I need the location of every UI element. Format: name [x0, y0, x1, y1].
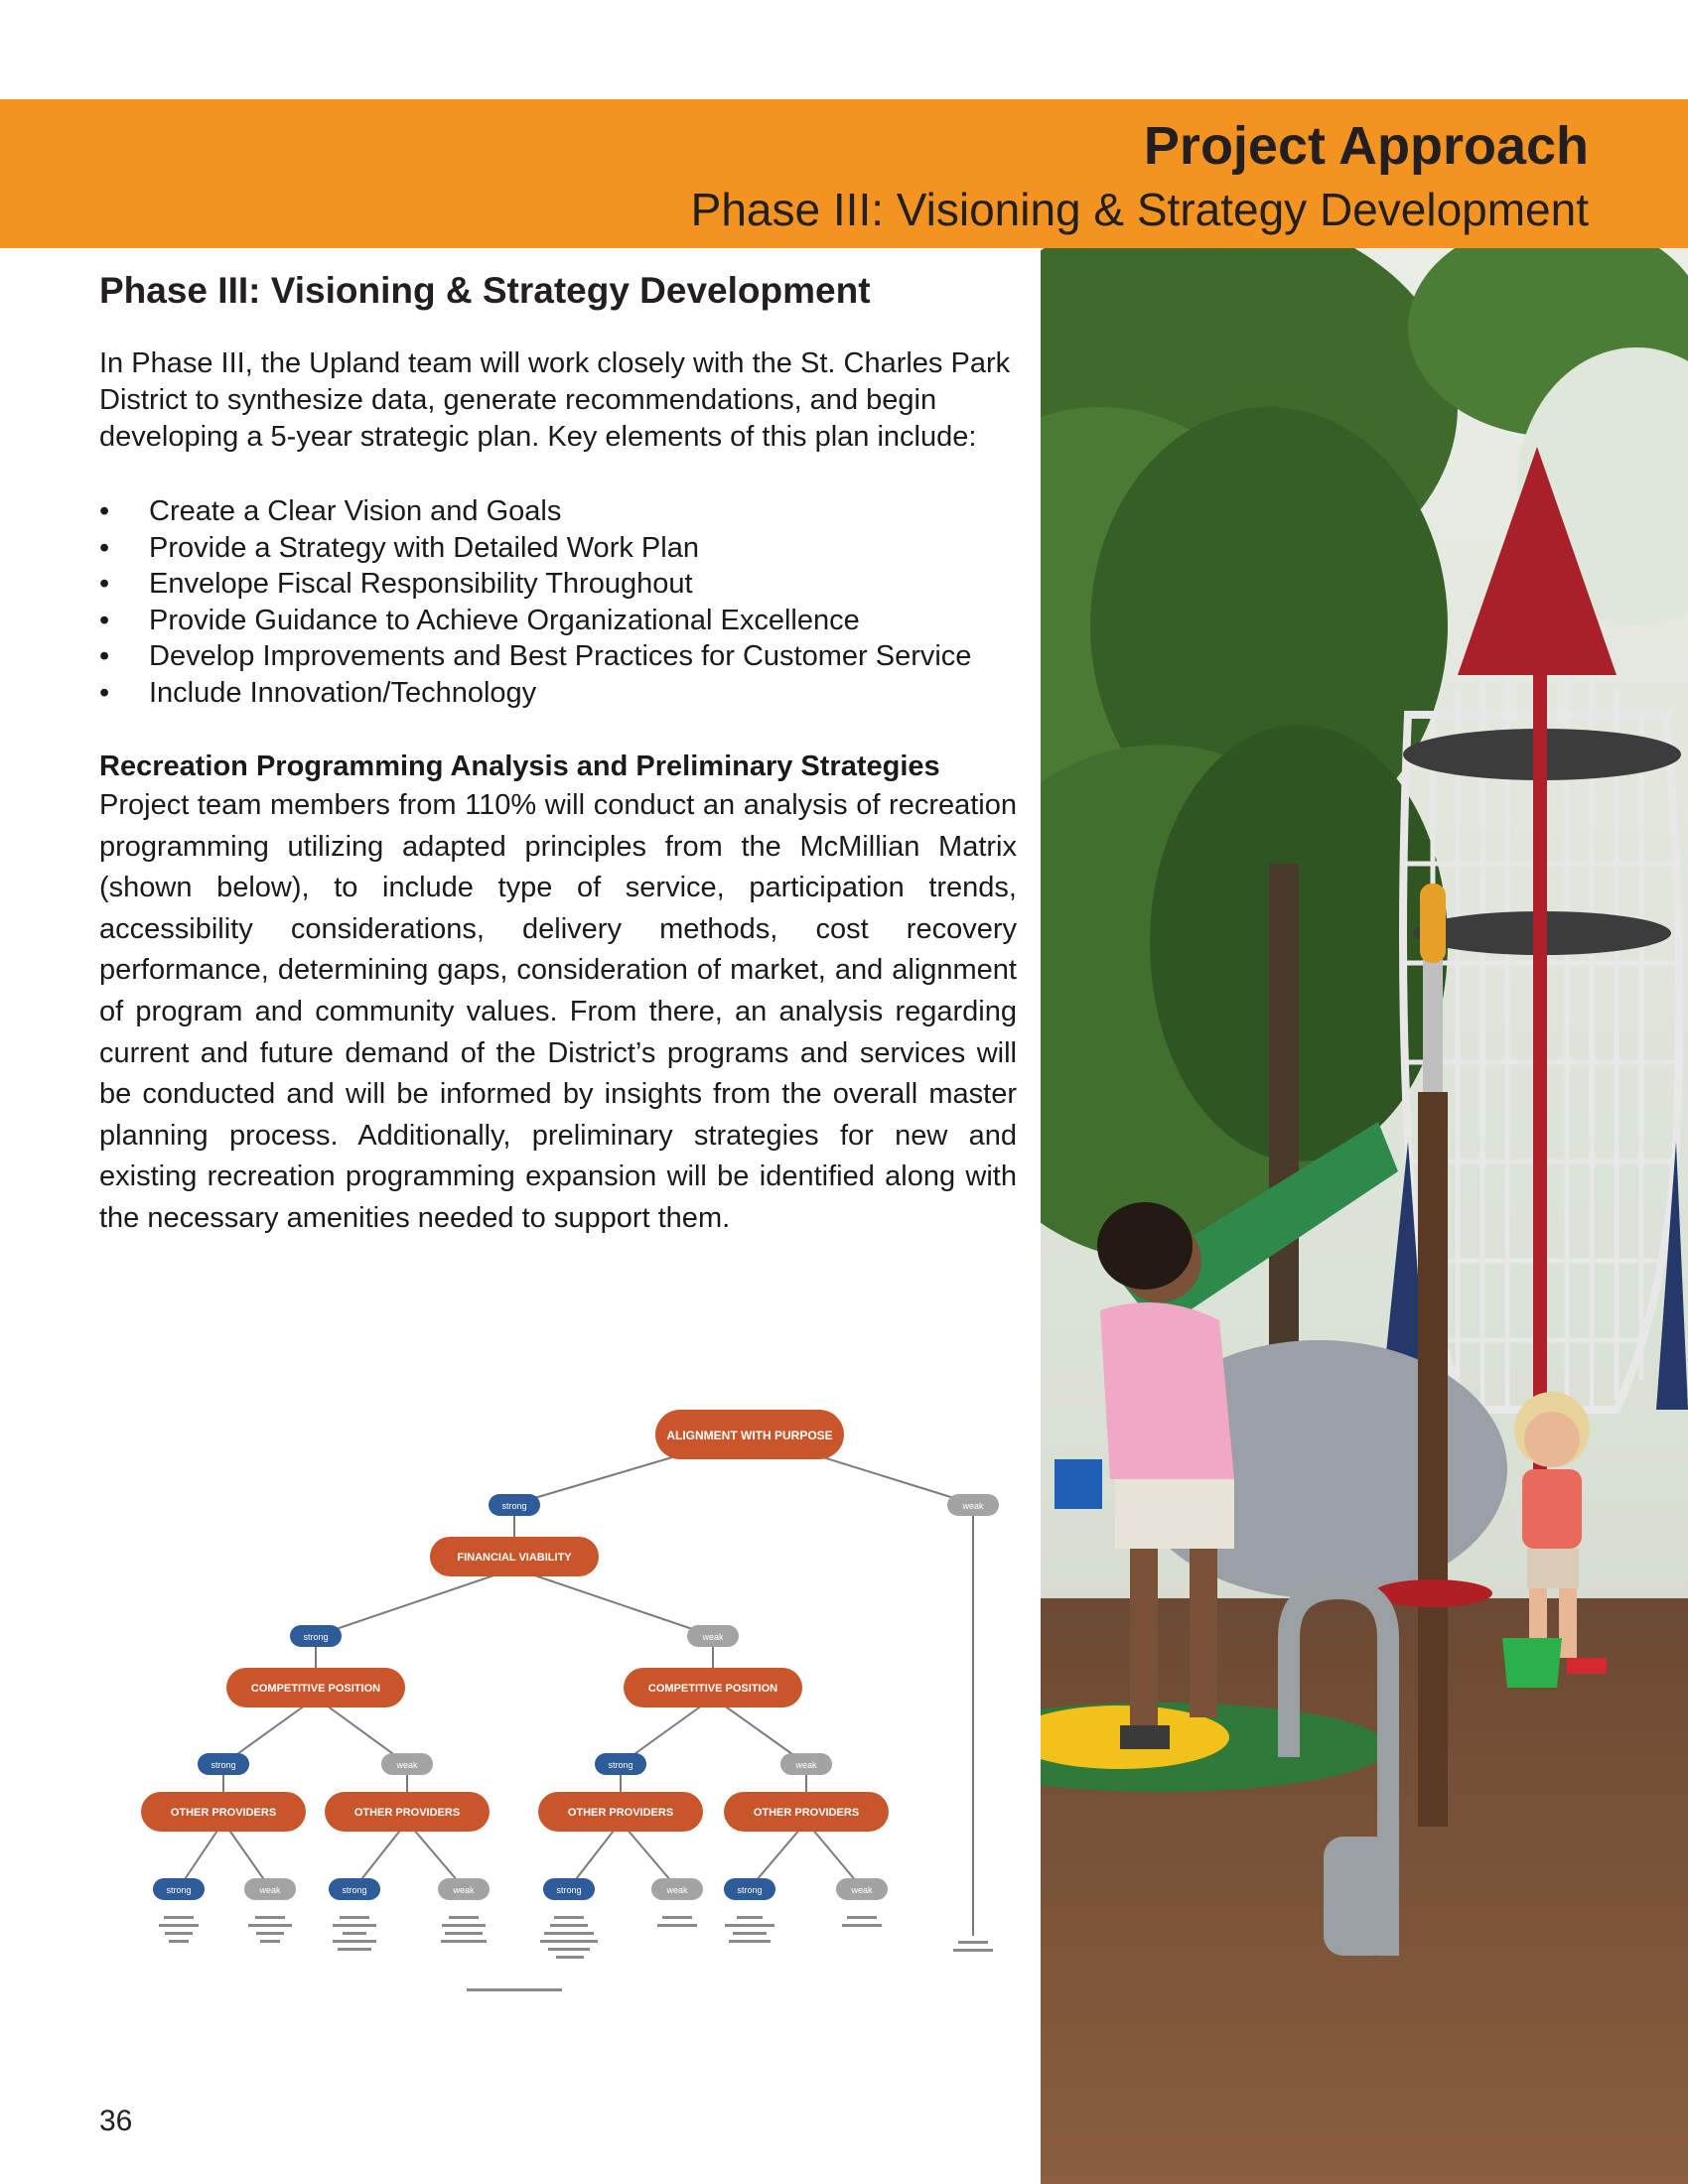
competitive-node-label: COMPETITIVE POSITION — [250, 1683, 381, 1695]
weak-pill-label: weak — [702, 1632, 724, 1642]
other-providers-label: OTHER PROVIDERS — [170, 1807, 277, 1819]
page-number: 36 — [99, 2105, 133, 2137]
list-item-label: Include Innovation/Technology — [149, 676, 537, 709]
page-title: Project Approach — [1143, 116, 1589, 176]
key-elements-list — [99, 493, 1017, 711]
other-providers-label: OTHER PROVIDERS — [353, 1807, 461, 1819]
bullet-icon: • — [99, 568, 110, 600]
weak-pill-label: weak — [396, 1760, 418, 1770]
list-item — [99, 530, 1017, 567]
list-item-label: Envelope Fiscal Responsibility Throughout — [149, 568, 693, 600]
section-title: Phase III: Visioning & Strategy Development — [99, 270, 871, 311]
weak-pill-label: weak — [259, 1885, 281, 1895]
bullet-icon: • — [99, 495, 110, 527]
strong-pill-label: strong — [501, 1501, 527, 1511]
main-content — [99, 248, 1017, 1240]
page-subtitle: Phase III: Visioning & Strategy Development — [690, 184, 1589, 235]
list-item-label: Provide Guidance to Achieve Organizational Excellence — [149, 604, 860, 636]
weak-pill-label: weak — [962, 1501, 984, 1511]
list-item — [99, 493, 1017, 530]
programming-paragraph: Project team members from 110% will conduct an analysis of recreation programming utilizing adapted principles from the McMillian Matrix (shown below), to include type of service, participation trends, accessibility considerations, delivery methods, cost recovery performance, determining gaps, consideration of market, and alignment of program and community values. From there, an analysis regarding current and future demand of the District’s programs and services will be conducted and will be informed by insights from the overall master planning process. Additionally, preliminary strategies for new and existing recreation programming expansion will be identified along with the necessary amenities needed to support them. — [99, 789, 1017, 1234]
strong-pill-label: strong — [211, 1760, 236, 1770]
brown-pole — [1418, 1092, 1448, 1827]
bullet-icon: • — [99, 676, 110, 709]
competitive-node-label: COMPETITIVE POSITION — [647, 1683, 778, 1695]
financial-node-label: FINANCIAL VIABILITY — [457, 1552, 572, 1564]
leaf-captions — [159, 1916, 993, 1991]
strong-pill-label: strong — [166, 1885, 192, 1895]
list-item — [99, 675, 1017, 712]
intro-paragraph: In Phase III, the Upland team will work closely with the St. Charles Park District to synthesize data, generate recommendations, and begin developing a 5-year strategic plan. Key elements of this plan include: — [99, 347, 1011, 453]
bullet-icon: • — [99, 640, 110, 672]
strong-pill-label: strong — [556, 1885, 582, 1895]
other-providers-label: OTHER PROVIDERS — [753, 1807, 860, 1819]
weak-pill-label: weak — [666, 1885, 688, 1895]
strong-pill-label: strong — [608, 1760, 633, 1770]
playground-photo — [1041, 248, 1688, 2184]
other-providers-label: OTHER PROVIDERS — [567, 1807, 674, 1819]
list-item — [99, 638, 1017, 675]
programming-subheading: Recreation Programming Analysis and Preliminary Strategies — [99, 751, 940, 782]
list-item — [99, 566, 1017, 603]
bullet-icon: • — [99, 531, 110, 564]
alignment-node-label: ALIGNMENT WITH PURPOSE — [666, 1429, 833, 1442]
strong-pill-label: strong — [303, 1632, 329, 1642]
list-item-label: Provide a Strategy with Detailed Work Plan — [149, 531, 699, 564]
list-item-label: Develop Improvements and Best Practices for Customer Service — [149, 640, 972, 672]
strong-pill-label: strong — [342, 1885, 367, 1895]
list-item-label: Create a Clear Vision and Goals — [149, 495, 562, 527]
strong-pill-label: strong — [737, 1885, 763, 1895]
mcmillian-matrix-diagram — [129, 1395, 1023, 2030]
bullet-icon: • — [99, 604, 110, 636]
weak-pill-label: weak — [795, 1760, 817, 1770]
weak-pill-label: weak — [453, 1885, 475, 1895]
weak-pill-label: weak — [851, 1885, 873, 1895]
list-item — [99, 603, 1017, 639]
